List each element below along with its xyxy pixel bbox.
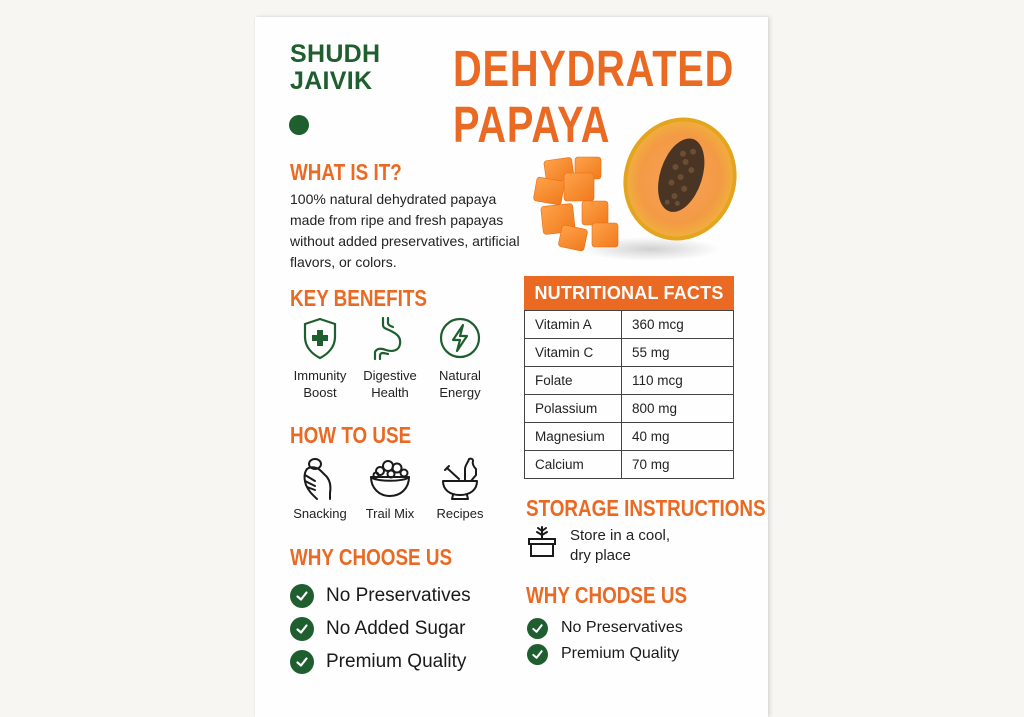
check-circle-icon bbox=[527, 644, 548, 665]
how-to-use-heading: HOW TO USE bbox=[290, 422, 412, 448]
box-plant-icon bbox=[527, 525, 557, 557]
product-title-line-2: PAPAYA bbox=[453, 96, 611, 153]
brand-logo bbox=[290, 41, 380, 95]
check-circle-icon bbox=[290, 650, 314, 674]
why-choose-us-heading-right: WHY CHODSE US bbox=[526, 582, 688, 608]
lightning-icon bbox=[437, 315, 483, 361]
table-row: Folate 110 mcg bbox=[525, 367, 734, 395]
use-label: Trail Mix bbox=[365, 506, 415, 521]
stomach-icon bbox=[367, 315, 413, 361]
table-row: Vitamin C 55 mg bbox=[525, 339, 734, 367]
storage-heading: STORAGE INSTRUCTIONS bbox=[526, 495, 766, 521]
nutritional-facts-heading: NUTRITIONAL FACTS bbox=[524, 276, 734, 310]
key-benefits-heading: KEY BENEFITS bbox=[290, 285, 427, 311]
use-label: Snacking bbox=[293, 506, 347, 521]
list-item: Premium Quality bbox=[290, 645, 471, 678]
table-row: Vitamin A 360 mcg bbox=[525, 311, 734, 339]
check-circle-icon bbox=[290, 584, 314, 608]
benefit-digestive bbox=[355, 315, 425, 401]
benefit-label: Digestive Health bbox=[363, 368, 417, 400]
brand-dot-icon bbox=[289, 115, 309, 135]
why-choose-us-heading: WHY CHOOSE US bbox=[290, 544, 453, 570]
table-row: Calcium 70 mg bbox=[525, 451, 734, 479]
what-is-it-heading: WHAT IS IT? bbox=[290, 159, 402, 185]
why-choose-us-list-right bbox=[527, 615, 683, 667]
benefit-label: Immunity Boost bbox=[293, 368, 347, 400]
list-item: No Preservatives bbox=[527, 615, 683, 641]
brand-line-2: JAIVIK bbox=[290, 67, 373, 95]
benefit-immunity bbox=[285, 315, 355, 401]
nutritional-facts-table bbox=[524, 310, 734, 479]
table-row: Polassium 800 mg bbox=[525, 395, 734, 423]
brand-line-1: SHUDH bbox=[290, 40, 381, 68]
benefit-energy bbox=[425, 315, 495, 401]
check-circle-icon bbox=[290, 617, 314, 641]
hand-snack-icon bbox=[297, 455, 343, 501]
check-circle-icon bbox=[527, 618, 548, 639]
what-is-it-description: 100% natural dehydrated papaya made from ripe and fresh papayas without added preservatives, artificial flavors, or colors. bbox=[290, 191, 520, 270]
storage-text: Store in a cool, dry place bbox=[570, 527, 671, 564]
bowl-icon bbox=[367, 455, 413, 501]
list-item: Premium Quality bbox=[527, 641, 683, 667]
use-recipes bbox=[425, 455, 495, 522]
why-choose-us-list bbox=[290, 579, 471, 678]
use-trail-mix bbox=[355, 455, 425, 522]
table-row: Magnesium 40 mg bbox=[525, 423, 734, 451]
list-item: No Preservatives bbox=[290, 579, 471, 612]
list-item: No Added Sugar bbox=[290, 612, 471, 645]
product-title-line-1: DEHYDRATED bbox=[453, 40, 735, 97]
product-flyer bbox=[255, 17, 768, 717]
use-snacking bbox=[285, 455, 355, 522]
papaya-image bbox=[530, 109, 740, 269]
how-to-use-list bbox=[285, 455, 495, 522]
nutritional-facts-panel bbox=[524, 276, 734, 479]
mortar-pestle-icon bbox=[437, 455, 483, 501]
benefit-label: Natural Energy bbox=[439, 368, 481, 400]
use-label: Recipes bbox=[436, 506, 484, 521]
key-benefits-list bbox=[285, 315, 495, 401]
shield-plus-icon bbox=[297, 315, 343, 361]
